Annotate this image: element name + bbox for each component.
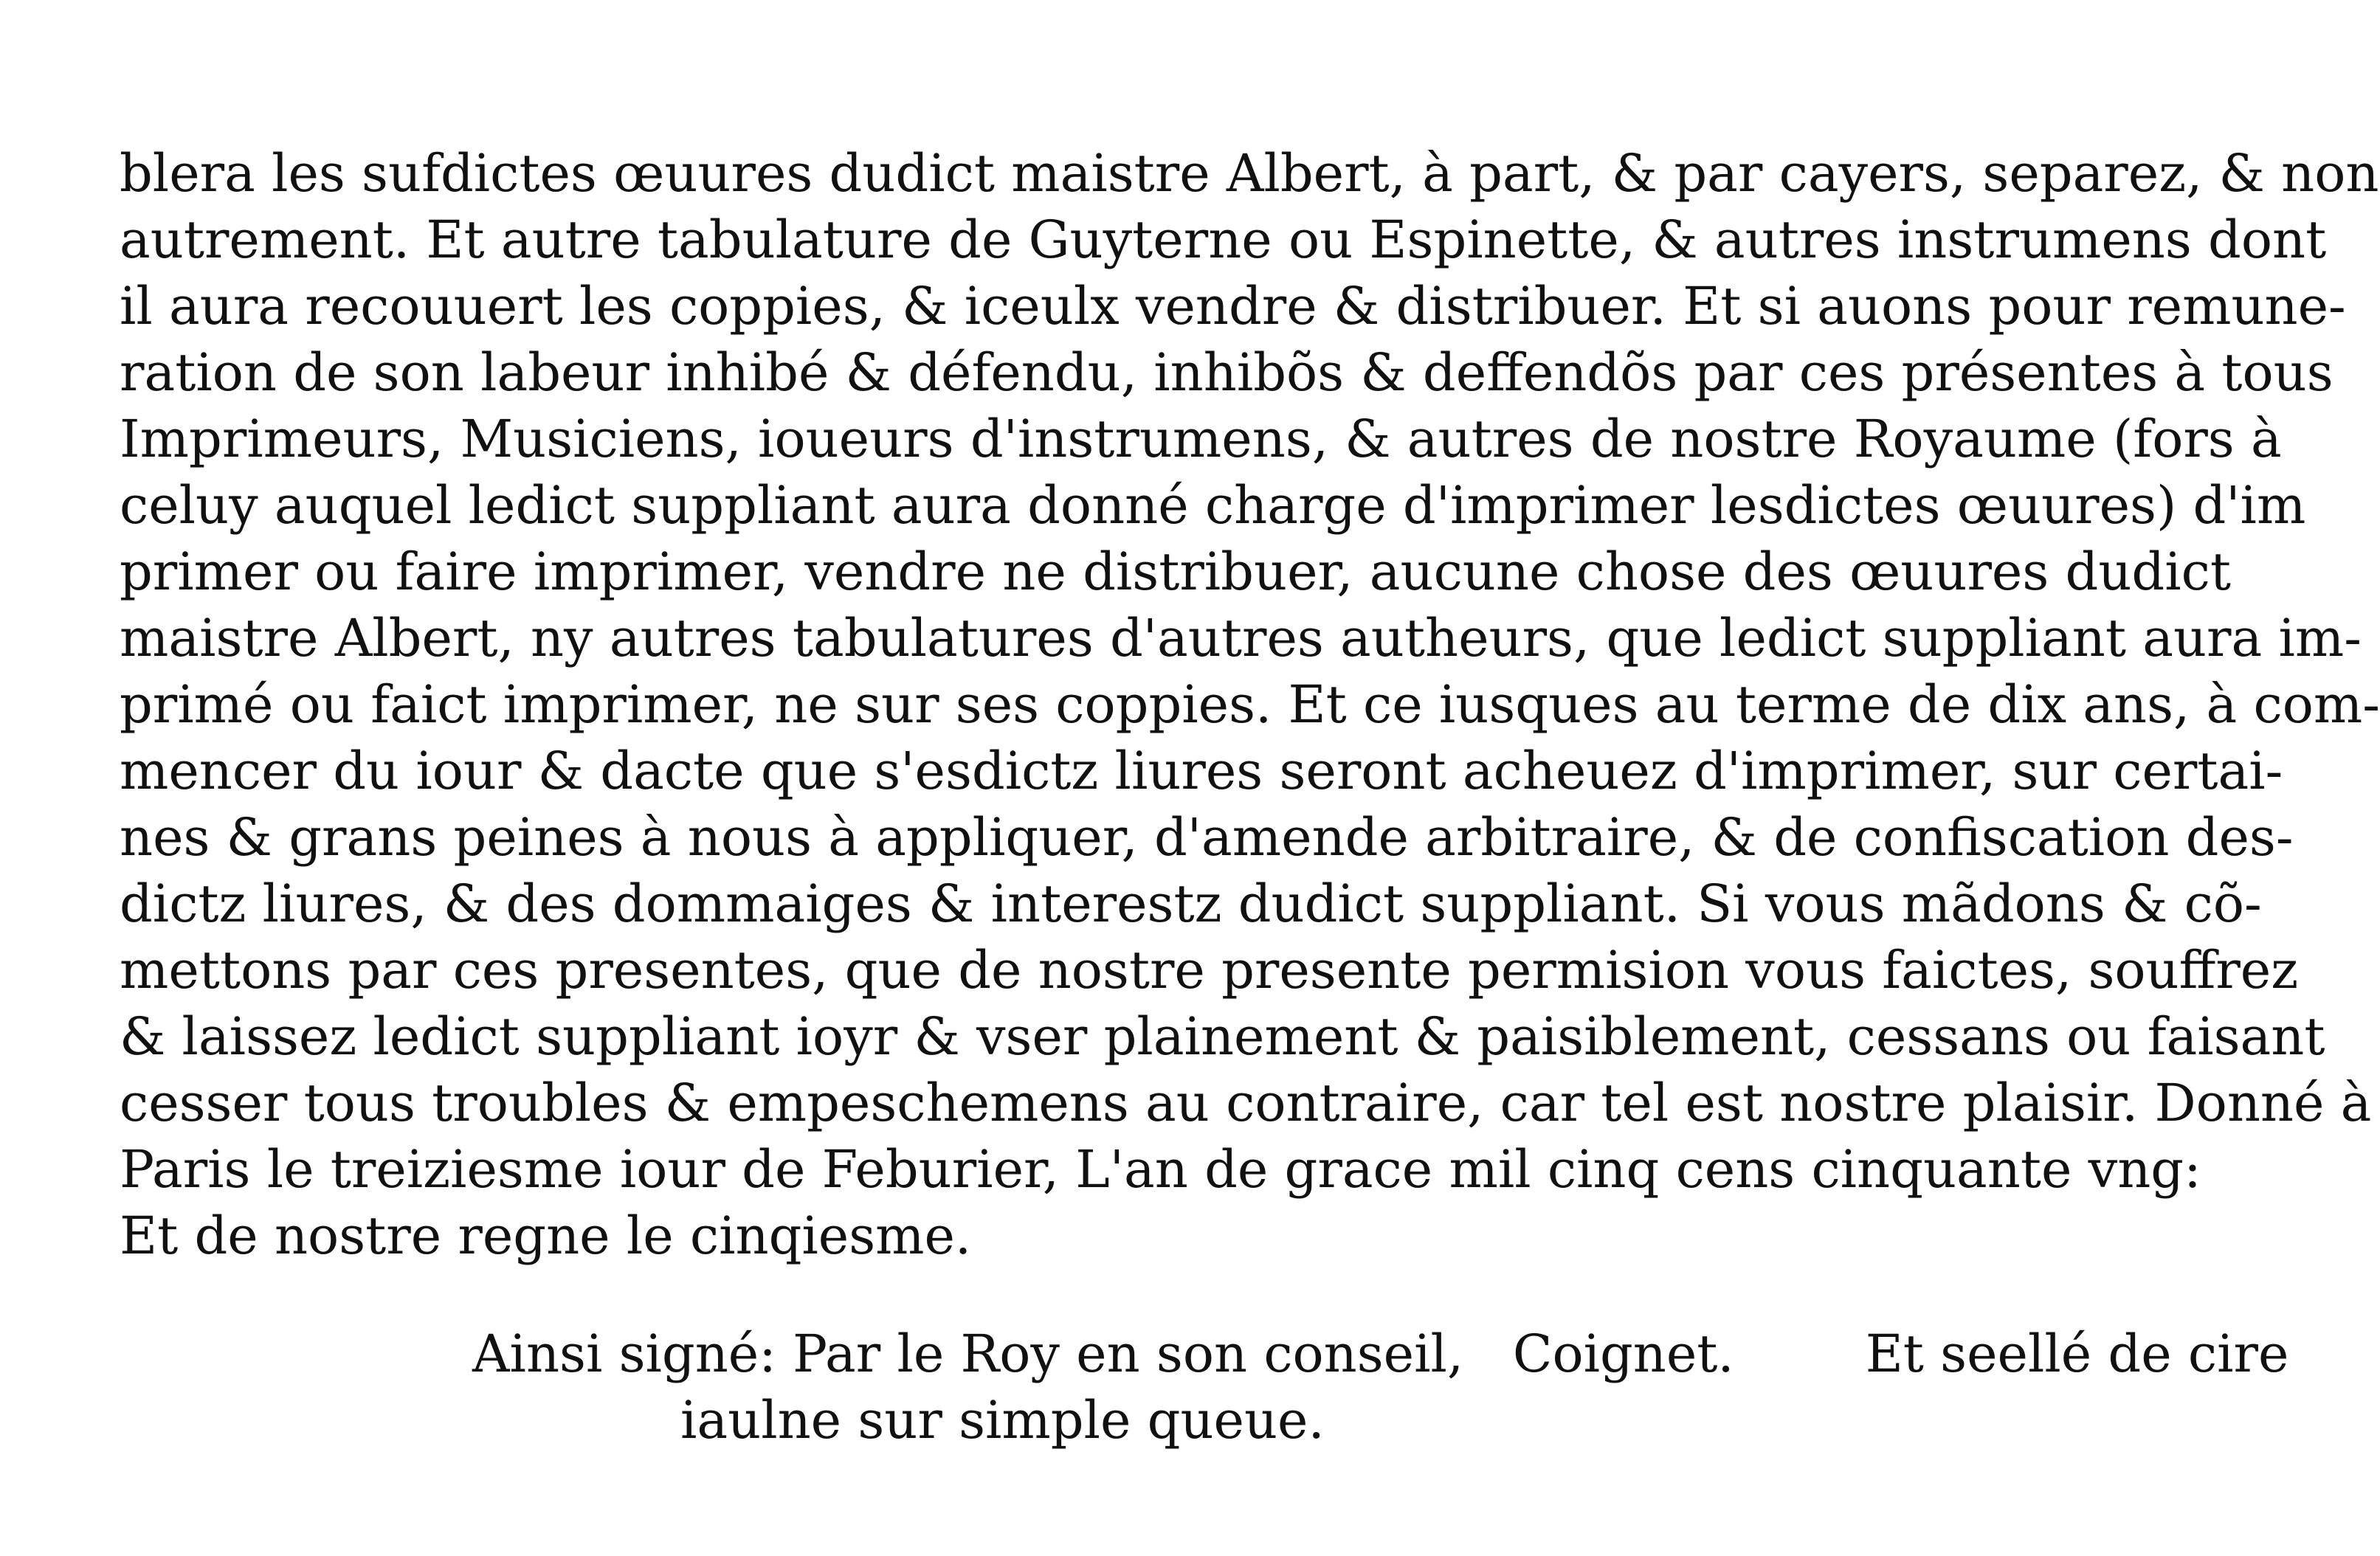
text-line-8: maistre Albert, ny autres tabulatures d'autres autheurs, que ledict suppliant aura im-	[120, 608, 2362, 668]
text-line-10: mencer du iour & dacte que s'esdictz liures seront acheuez d'imprimer, sur certai-	[120, 741, 2283, 801]
text-line-4: ration de son labeur inhibé & défendu, inhibõs & deffendõs par ces présentes à tous	[120, 342, 2334, 403]
text-line-5: Imprimeurs, Musiciens, ioueurs d'instrumens, & autres de nostre Royaume (fors à	[120, 409, 2282, 469]
text-line-1: blera les sufdictes œuures dudict maistre Albert, à part, & par cayers, separez, & non	[120, 143, 2379, 204]
signature-name: Coignet.	[1512, 1324, 1734, 1384]
text-line-13: mettons par ces presentes, que de nostre presente permision vous faictes, souffrez	[120, 940, 2299, 1000]
text-line-11: nes & grans peines à nous à appliquer, d'amende arbitraire, & de confiscation des-	[120, 807, 2294, 868]
text-line-14: & laissez ledict suppliant ioyr & vser plainement & paisiblement, cessans ou faisant	[120, 1006, 2325, 1067]
signature-line-2: iaulne sur simple queue.	[680, 1390, 1325, 1450]
text-line-12: dictz liures, & des dommaiges & interestz dudict suppliant. Si vous mãdons & cõ-	[120, 874, 2262, 934]
text-line-7: primer ou faire imprimer, vendre ne distribuer, aucune chose des œuures dudict	[120, 542, 2231, 602]
text-line-9: primé ou faict imprimer, ne sur ses coppies. Et ce iusques au terme de dix ans, à com-	[120, 674, 2380, 735]
text-line-17: Et de nostre regne le cinqiesme.	[120, 1206, 972, 1266]
signature-line-1	[472, 1321, 2289, 1387]
text-line-6: celuy auquel ledict suppliant aura donné charge d'imprimer lesdictes œuures) d'im	[120, 475, 2306, 536]
text-line-3: il aura recouuert les coppies, & iceulx vendre & distribuer. Et si auons pour remune-	[120, 276, 2346, 336]
text-line-2: autrement. Et autre tabulature de Guyterne ou Espinette, & autres instrumens dont	[120, 210, 2327, 270]
signature-attribution: Ainsi signé: Par le Roy en son conseil,	[472, 1324, 1464, 1384]
text-line-15: cesser tous troubles & empeschemens au contraire, car tel est nostre plaisir. Donné à	[120, 1073, 2372, 1133]
text-line-16: Paris le treiziesme iour de Feburier, L'an de grace mil cinq cens cinquante vng:	[120, 1139, 2201, 1200]
seal-note: Et seellé de cire	[1865, 1324, 2289, 1384]
